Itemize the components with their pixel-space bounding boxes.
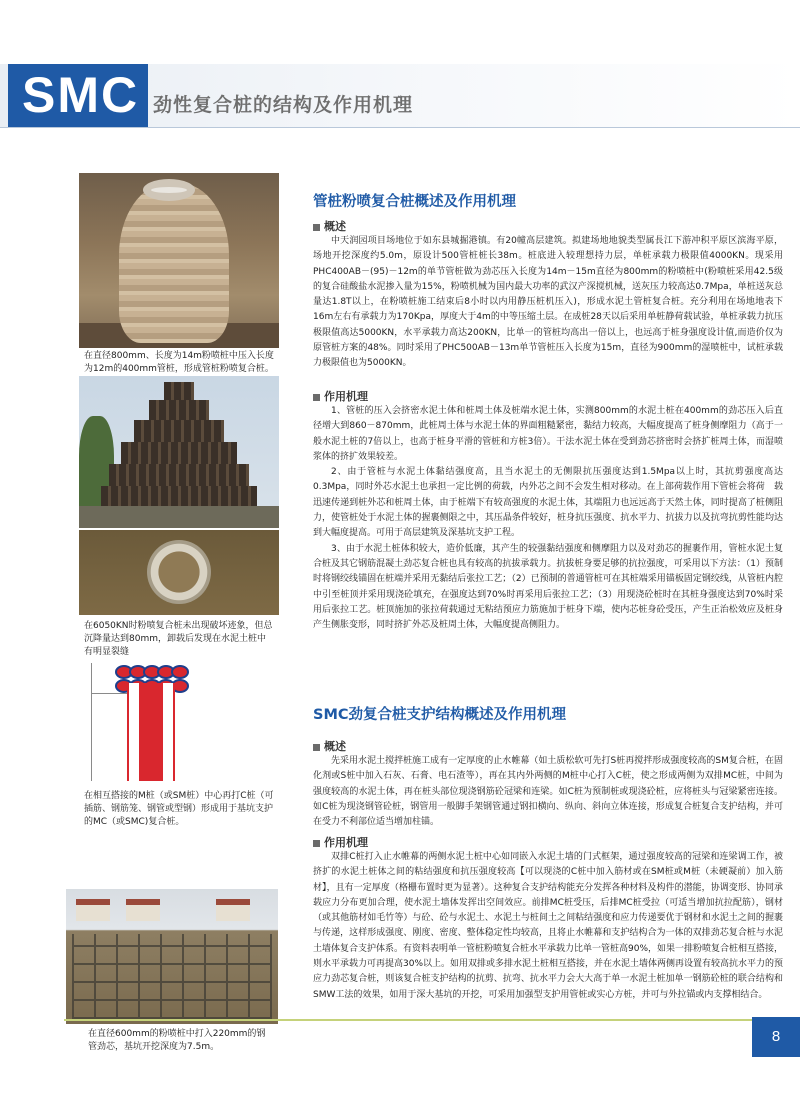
caption-photo1: 在直径800mm、长度为14m粉喷桩中压入长度为12m的400mm管桩，形成管桩粉喷复合桩。: [84, 351, 274, 374]
photo-pile-excavated: [79, 173, 279, 348]
photo-building: [126, 899, 160, 921]
section1-overview-text: [313, 234, 783, 372]
page-header: [0, 64, 800, 128]
photo-stack-tier: [149, 400, 209, 420]
caption-photo4: 在直径600mm的粉喷桩中打入220mm的钢管劲芯，基坑开挖深度为7.5m。: [88, 1029, 266, 1052]
photo-excavation-site: [66, 889, 278, 1024]
section1-overview-heading-text: 概述: [324, 220, 346, 233]
diagram-sheet-pile: [161, 683, 175, 781]
photo-pile-ring: [147, 540, 211, 604]
photo-building: [76, 899, 110, 921]
page-number: 8: [752, 1017, 800, 1057]
section1-mechanism-paragraph-2: 2、由于管桩与水泥土体黏结强度高，且当水泥土的无侧限抗压强度达到1.5Mpa以上时，其抗剪强度高达0.3Mpa，同时外芯水泥土也承担一定比例的荷载，内外芯之间不会发生相对移动。在上部荷载作用下管桩会将荷 载迅速传递到桩外芯和桩周土体，由于桩端下有较高强度的水泥土体，其端阻力也远远高于天然土体，同时提高了桩侧阻力，使管桩处于水泥土体的握裹侧限之中，其压晶条件较好，桩身抗压强度、抗水平力、抗拔力以及抗弯抗剪性能均达到大幅度提高。可用于高层建筑及深基坑支护工程。: [313, 467, 783, 539]
section2-title: SMC劲复合桩支护结构概述及作用机理: [313, 707, 567, 723]
section2-overview-heading: [313, 738, 346, 754]
section1-title: 管桩粉喷复合桩概述及作用机理: [313, 194, 516, 210]
photo-pile-body: [119, 183, 229, 343]
section2-mechanism-text: [313, 850, 783, 1003]
caption-photo2: 在6050KN时粉喷复合桩未出现破坏迹象，但总沉降量达到80mm，卸载后发现在水泥土桩中有明显裂缝: [84, 621, 273, 657]
section2-overview-heading-text: 概述: [324, 740, 346, 753]
photo-load-test-stack: [79, 376, 279, 528]
diagram-sheet-pile: [127, 683, 141, 781]
section2-mechanism-heading: [313, 834, 368, 850]
photo-pile-core: [143, 179, 195, 201]
diagram-mc-pile: [79, 663, 279, 781]
section1-overview-heading: [313, 218, 346, 234]
caption-diagram: 在相互搭接的M桩（或SM桩）中心再打C桩（可插筋、钢筋笼、钢管或型钢）形成用于基坑支护的MC（或SMC)复合桩。: [84, 791, 274, 827]
footer-divider: [64, 1019, 800, 1021]
logo-text: SMC: [22, 67, 140, 123]
photo-stack-tier: [101, 486, 257, 508]
page-title: 劲性复合桩的结构及作用机理: [153, 94, 414, 116]
photo-pile-head: [79, 530, 279, 615]
bullet-square-icon: [313, 744, 320, 751]
section1-overview-paragraph: 中天润园项目场地位于如东县城掘港镇。有20幢高层建筑。拟建场地地貌类型属長江下游冲积平原区滨海平原，场地开挖深度约5.0m，原设计500管桩桩长38m。桩底进入较理想持力层，单桩承载力极限值4000KN。现采用PHC400AB－(95)－12m的单节管桩做为劲芯压入长度为14m－15m直径为800mm的粉喷桩中(粉喷桩采用42.5级的复合硅酸盐水泥掺入量为15%，粉喷机械为国内最大功率的武汉产深搅机械，送灰压力较高达0.7Mpa，单桩送灰总量达1.8T以上，在粉喷桩施工结束后8小时以内用静压桩机压入)，形成水泥土管桩复合桩。充分利用在场地地表下16m左右有承载力为170Kpa，厚度大于4m的中等压缩土层。在成桩28天以后采用单桩静荷载试验，单桩承载力抗压极限值高达5000KN，水平承载力高达200KN，比单一的管桩均高出一倍以上，也远高于桩身强度设计值,而造价仅为原管桩方案的48%。同时采用了PHC500AB－13m单节管桩压入长度为15m，直径为900mm的湿喷桩中，试桩承载力极限值也为5000KN。: [313, 236, 783, 369]
photo-ground: [79, 506, 279, 528]
section2-mechanism-paragraph: 双排C桩打入止水帷幕的两侧水泥土桩中心如同嵌入水泥土墙的门式框架，通过强度较高的冠梁和连梁调工作，被挤扩的水泥土桩体之间的粘结强度和抗压强度较高【可以现浇的C桩中加入筋材或在SM桩或M桩（未硬凝前）加入筋材】，且有一定厚度（格栅布置时更为显著）。这种复合支护结构能充分发挥各种材料及构件的潜能，协调变形、协同承载应力分布更加合理，使水泥土墙体发挥出空间效应。前排MC桩受压，后排MC桩受拉（可适当增加抗拉配筋），钢材（或其他筋材如毛竹等）与砼、砼与水泥土、水泥土与桩间土之间粘结强度和应力传递要优于钢材和水泥土之间的握裹与传递，这样形成强度、刚度、密度、整体稳定性均较高，且将止水帷幕和支护结构合为一体的双排劲芯复合桩与水泥土墙体复合支护体系。有资料表明单一管桩粉喷复合桩水平承载力比单一管桩高90%，如果一排粉喷复合桩相互搭接，则水平承载力可再提高30%以上。如用双排或多排水泥土桩相互搭接，并在水泥土墙体两侧再设置有较高抗水平力的预应力劲芯复合桩，则该复合桩支护结构的抗剪、抗弯、抗水平力会大大高于单一水泥土桩加单一钢筋砼桩的联合结构和SMW工法的效果，如用于深大基坑的开挖，可采用加强型支护用管桩或实心方桩，并可与外拉锚或内支撑相结合。: [313, 852, 784, 1000]
photo-stack-tier: [134, 420, 224, 442]
section2-mechanism-heading-text: 作用机理: [324, 836, 368, 849]
section1-mechanism-heading: [313, 388, 368, 404]
bullet-square-icon: [313, 224, 320, 231]
photo-stack-tier: [164, 382, 194, 400]
section1-mechanism-paragraph-3: 3、由于水泥土桩体积较大，造价低廉，其产生的较强黏结强度和侧摩阻力以及对劲芯的握裹作用，管桩水泥土复合桩及其它钢筋混凝土劲芯复合桩也具有较高的抗拔承载力。抗拔桩身要足够的抗拉强度，可采用以下方法：（1）预制时将钢绞线锚固在桩端并采用无黏结后张拉工艺；（2）已预制的普通管桩可在其桩端采用锚板固定钢绞线，从管桩内腔中引至桩顶并采用现浇砼填充，在强度达到70%时再采用后张拉工艺；（3）用现浇砼桩时在其桩身强度达到70%时采用后张拉工艺。桩顶施加的张拉荷载通过无粘结预应力筋施加于桩身下端，使内芯桩身砼受压，产生正治松效应及桩身产生侧胀变形，同时挤扩外芯及桩周土体，大幅度提高侧阻力。: [313, 543, 783, 631]
bullet-square-icon: [313, 394, 320, 401]
header-divider: [0, 127, 800, 128]
diagram-frame-line: [91, 663, 92, 781]
photo-rebar-grid: [72, 934, 272, 1019]
logo-box: [8, 64, 148, 128]
photo-stack-tier: [109, 464, 249, 486]
photo-stack-tier: [121, 442, 237, 464]
diagram-steel-core: [141, 683, 161, 781]
photo-building: [216, 899, 250, 921]
bullet-square-icon: [313, 840, 320, 847]
section2-overview-text: [313, 754, 783, 830]
diagram-pile-circle: [171, 665, 189, 679]
section1-mechanism-text: [313, 404, 783, 633]
section2-overview-paragraph: 先采用水泥土搅拌桩施工成有一定厚度的止水帷幕（如土质松软可先打S桩再搅拌形成强度较高的SM复合桩，在固化剂或S桩中加入石灰、石膏、电石渣等），再在其内外两侧的M桩中心打入C桩，使之形成两侧为双排MC桩，中间为强度较高的水泥土体，再在桩头部位现浇钢筋砼冠梁和连梁。如C桩为预制桩或现浇砼桩，应将桩头与冠梁紧密连接。如C桩为现浇钢管砼桩，钢管用一般脚手架钢管通过钢扣横向、纵向、斜向立体连接，形成复合桩复合支护结构，并可在受力不利部位适当增加柱锚。: [313, 756, 783, 828]
section1-mechanism-heading-text: 作用机理: [324, 390, 368, 403]
section1-mechanism-paragraph-1: 1、管桩的压入会挤密水泥土体和桩周土体及桩端水泥土体，实测800mm的水泥土桩在400mm的劲芯压入后直径增大到860－870mm，此桩周土体与水泥土体的界面粗糙紧密，黏结力较高，大幅度提高了桩身侧摩阻力（高于一般水泥土桩的7倍以上，也高于桩身平滑的管桩和方桩3倍）。干法水泥土体在受到劲芯挤密时会挤扩桩周土体，而湿喷浆体的挤扩效果较差。: [313, 406, 783, 462]
